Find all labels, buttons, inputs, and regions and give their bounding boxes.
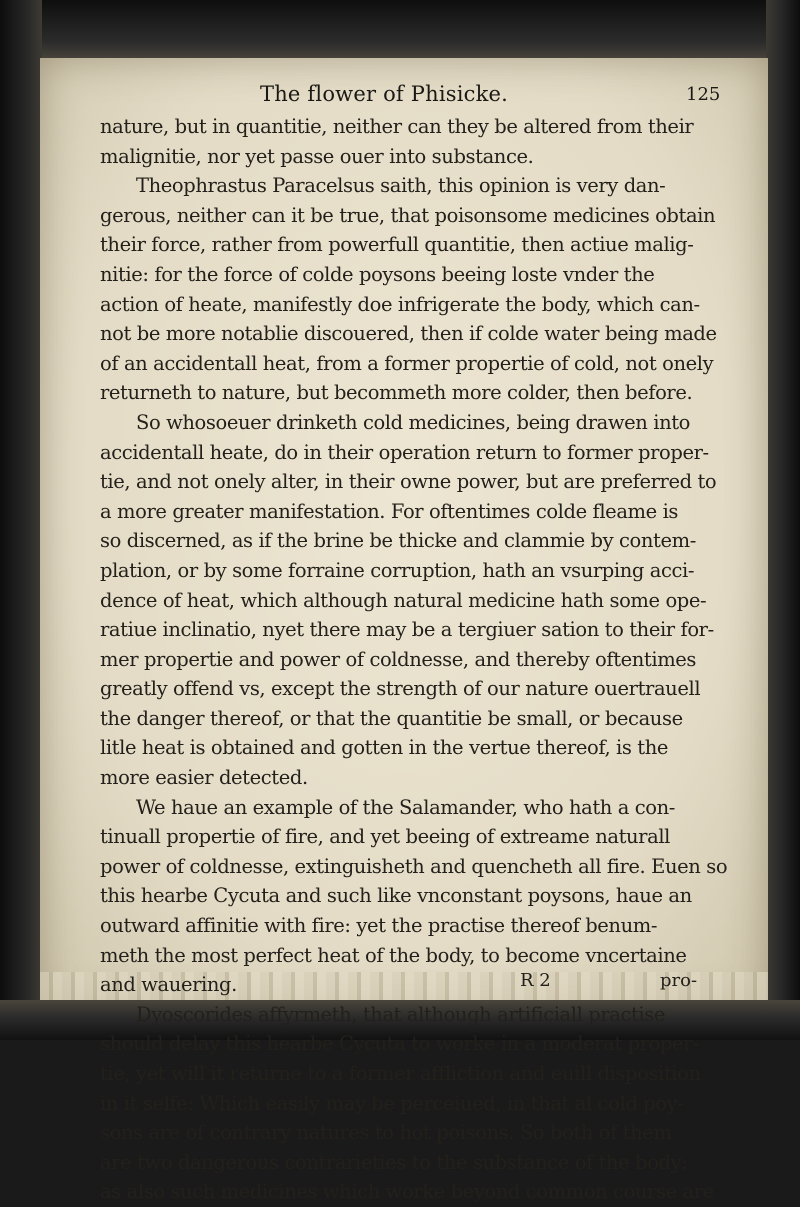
text-line: meth the most perfect heat of the body, to become vncertaine <box>100 943 687 967</box>
scan-border-left <box>0 0 42 1040</box>
text-line: greatly offend vs, except the strength of our nature ouertrauell <box>100 677 701 701</box>
text-line: returneth to nature, but becommeth more colder, then before. <box>100 381 693 405</box>
text-line: their force, rather from powerfull quantitie, then actiue malig- <box>100 233 694 257</box>
text-line: not be more notablie discouered, then if colde water being made <box>100 322 717 346</box>
text-line: ratiue inclinatio, nyet there may be a tergiuer sation to their for- <box>100 618 714 642</box>
text-line: of an accidentall heat, from a former propertie of cold, not onely <box>100 351 714 375</box>
text-line: as also such medicines which worke beyond common course are <box>100 1180 714 1204</box>
text-line: accidentall heate, do in their operation return to former proper- <box>100 440 709 464</box>
text-line: so discerned, as if the brine be thicke and clammie by contem- <box>100 529 696 553</box>
text-line: gerous, neither can it be true, that poisonsome medicines obtain <box>100 203 716 227</box>
scan-border-right <box>766 0 800 1040</box>
text-line: outward affinitie with fire: yet the practise thereof benum- <box>100 914 658 938</box>
text-line: nitie: for the force of colde poysons beeing loste vnder the <box>100 262 655 286</box>
text-line: more easier detected. <box>100 766 308 790</box>
text-line: sons are of contrary natures to hot poisons. So both of them <box>100 1121 672 1145</box>
text-line: tie, and not onely alter, in their owne power, but are preferred to <box>100 470 717 494</box>
text-line: should delay this hearbe Cycuta to worke in a moderat proper- <box>100 1032 699 1056</box>
text-line: tinuall propertie of fire, and yet beeing of extreame naturall <box>100 825 670 849</box>
page-footer <box>120 970 720 1000</box>
text-line: Dyoscorides affyrmeth, that although artificiall practise <box>136 1002 666 1026</box>
text-line: are two dangerous contrarieties to the substance of the body: <box>100 1150 688 1174</box>
text-line: a more greater manifestation. For oftentimes colde fleame is <box>100 499 679 523</box>
text-line: dence of heat, which although natural medicine hath some ope- <box>100 588 707 612</box>
scan-border-top <box>0 0 800 60</box>
text-line: litle heat is obtained and gotten in the vertue thereof, is the <box>100 736 669 760</box>
text-line: So whosoeuer drinketh cold medicines, being drawen into <box>136 410 691 434</box>
text-line: and wauering. <box>100 973 237 997</box>
text-line: action of heate, manifestly doe infrigerate the body, which can- <box>100 292 700 316</box>
text-line: plation, or by some forraine corruption, hath an vsurping acci- <box>100 558 695 582</box>
catchword: pro- <box>660 970 698 991</box>
body-text <box>100 112 750 1207</box>
text-line: this hearbe Cycuta and such like vnconstant poysons, haue an <box>100 884 692 908</box>
text-line: the danger thereof, or that the quantitie be small, or because <box>100 706 683 730</box>
text-line: We haue an example of the Salamander, who hath a con- <box>136 795 675 819</box>
text-line: Theophrastus Paracelsus saith, this opinion is very dan- <box>136 174 666 198</box>
signature-mark: R 2 <box>520 970 551 991</box>
page-number: 125 <box>686 84 721 105</box>
text-line: nature, but in quantitie, neither can they be altered from their <box>100 115 694 138</box>
text-line: mer propertie and power of coldnesse, and thereby oftentimes <box>100 647 697 671</box>
text-line: malignitie, nor yet passe ouer into substance. <box>100 144 534 168</box>
text-line: in it selfe: Which easily may be perceiued, in that al cold poy- <box>100 1091 684 1115</box>
text-line: tie, yet will it returne to a former affliction and euill disposition <box>100 1062 701 1085</box>
text-line: power of coldnesse, extinguisheth and quencheth all fire. Euen so <box>100 854 728 878</box>
running-title: The flower of Phisicke. <box>260 82 509 106</box>
